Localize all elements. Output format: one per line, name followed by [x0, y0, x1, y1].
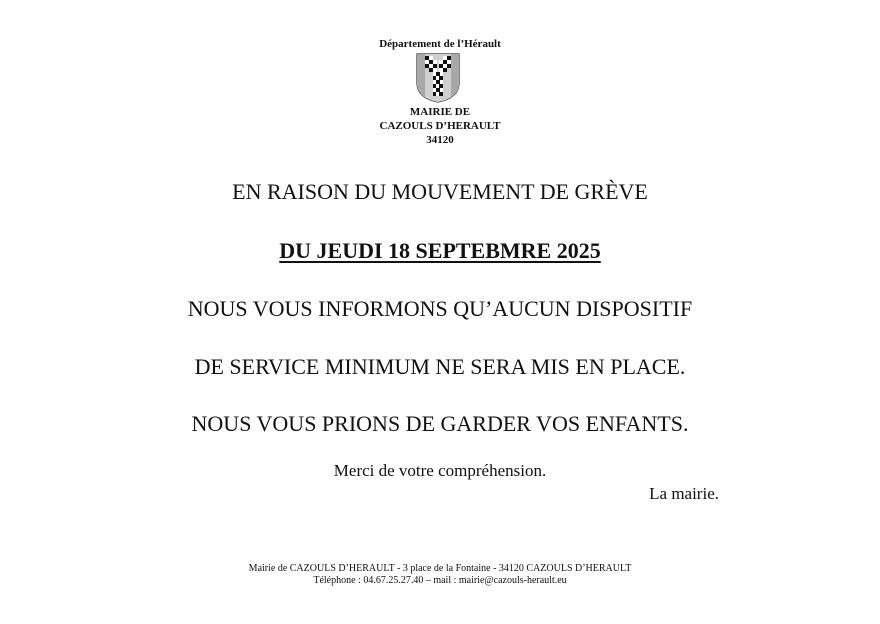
- postal-code: 34120: [426, 134, 454, 146]
- footer-address: Mairie de CAZOULS D’HERAULT - 3 place de la Fontaine - 34120 CAZOULS D’HERAULT: [248, 563, 632, 574]
- thanks-line: Merci de votre compréhension.: [333, 461, 547, 480]
- mairie-label: MAIRIE DE: [409, 106, 471, 118]
- town-name: CAZOULS D’HERAULT: [379, 120, 501, 132]
- coat-of-arms-icon: [416, 53, 460, 103]
- information-line: NOUS VOUS INFORMONS QU’AUCUN DISPOSITIF: [187, 296, 693, 321]
- keep-children-line: NOUS VOUS PRIONS DE GARDER VOS ENFANTS.: [191, 411, 689, 436]
- signature: La mairie.: [649, 484, 719, 503]
- strike-date-text: DU JEUDI 18 SEPTEBMRE 2025: [279, 238, 601, 263]
- no-minimum-service-line: DE SERVICE MINIMUM NE SERA MIS EN PLACE.: [194, 354, 686, 379]
- strike-notice-line: EN RAISON DU MOUVEMENT DE GRÈVE: [232, 179, 648, 204]
- footer-contact: Téléphone : 04.67.25.27.40 – mail : mairie@cazouls-herault.eu: [313, 575, 567, 586]
- strike-date-line: [0, 238, 880, 264]
- department-label: Département de l’Hérault: [379, 38, 501, 50]
